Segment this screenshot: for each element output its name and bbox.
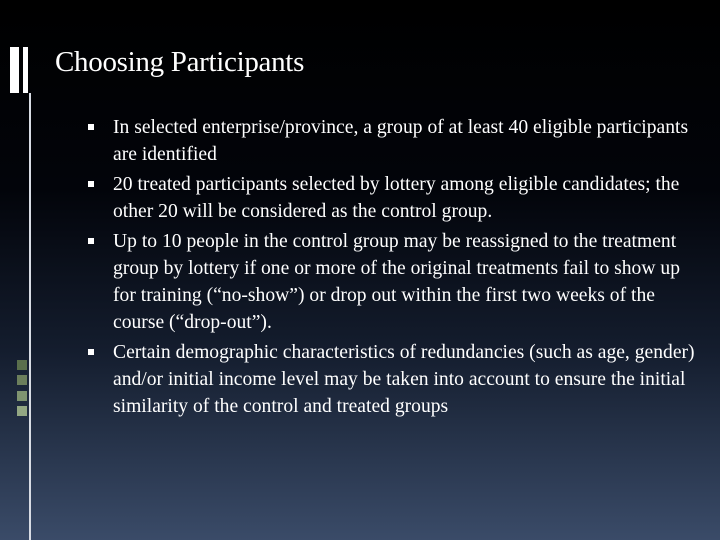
decorative-bar — [10, 47, 19, 93]
bullet-square-icon — [88, 181, 94, 187]
bullet-text: In selected enterprise/province, a group of at least 40 eligible participants are identified — [113, 117, 689, 165]
slide-title: Choosing Participants — [55, 46, 305, 78]
decorative-square — [17, 406, 27, 416]
bullet-text: Certain demographic characteristics of redundancies (such as age, gender) and/or initial income level may be taken into account to ensure the initial similarity of the control and treated groups — [113, 342, 695, 417]
bullet-item — [88, 228, 700, 336]
bullet-list — [88, 114, 700, 423]
bullet-item — [88, 171, 700, 225]
bullet-square-icon — [88, 238, 94, 244]
bullet-square-icon — [88, 349, 94, 355]
decorative-square — [17, 391, 27, 401]
decorative-bar — [23, 47, 28, 93]
bullet-text: 20 treated participants selected by lottery among eligible candidates; the other 20 will be considered as the control group. — [113, 174, 680, 222]
decorative-square — [17, 360, 27, 370]
decorative-vertical-line — [29, 93, 31, 540]
decorative-square — [17, 375, 27, 385]
bullet-item — [88, 114, 700, 168]
bullet-square-icon — [88, 124, 94, 130]
bullet-item — [88, 339, 700, 420]
bullet-text: Up to 10 people in the control group may be reassigned to the treatment group by lottery if one or more of the original treatments fail to show up for training (“no-show”) or drop out within the first two weeks of the course (“drop-out”). — [113, 231, 680, 333]
